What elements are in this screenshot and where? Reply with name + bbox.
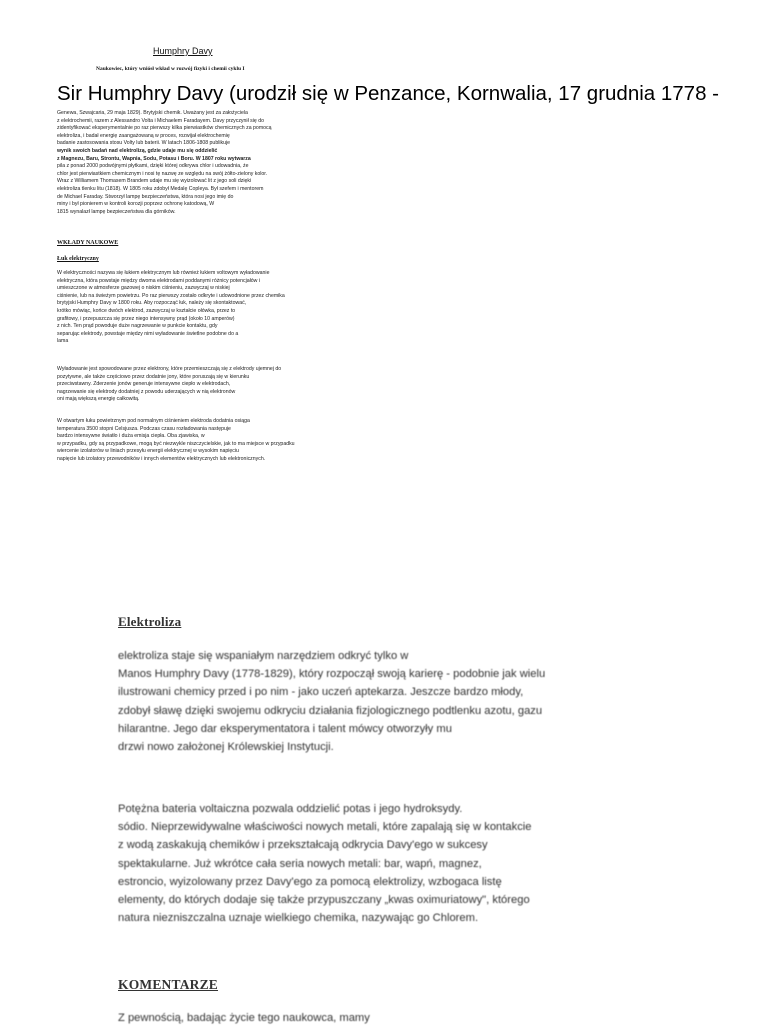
text-line: wynik swoich badań nad elektrolizą, gdzie udaje mu się oddzielić [57,147,218,154]
text-line: brytyjski Humphry Davy w 1800 roku. Aby rozpocząć łuk, należy się skontaktować, [57,300,247,307]
text-line: Manos Humphry Davy (1778-1829), który rozpoczął swoją karierę - podobnie jak wielu [118,668,546,681]
text-line: chlor jest pierwiastkiem chemicznym i nosi tę nazwę ze względu na swój żółto-zielony kolor. [57,170,268,177]
text-line: separując elektrody, powstaje między nimi wyładowanie świetlne podobne do a [57,330,239,337]
text-line: z wodą zaskakują chemików i przekształcają odkrycia Davy'ego w sukcesy [118,839,488,852]
text-line: lama [57,338,69,345]
section-heading-arc: Łuk elektryczny [57,256,99,262]
text-line: napięcie lub izolatory przewodników i innych elementów elektrycznych lub elektronicznych. [57,455,266,462]
text-line: Z pewnością, badając życie tego naukowca, mamy [118,1012,370,1024]
arc-paragraph-3 [57,418,329,464]
text-line: krótko mówiąc, końce dwóch elektrod, zazwyczaj w kształcie ołówka, przez to [57,307,236,314]
text-line: Genewa, Szwajcaria, 29 maja 1829). Brytyjski chemik. Uważany jest za założyciela [57,110,248,116]
text-line: zdobył sławę dzięki swojemu odkryciu działania fizjologicznego podtlenku azotu, gazu [118,704,543,717]
text-line: nagrzewanie się elektrody dodatniej z powodu uderzających w nią elektronów [57,388,236,395]
text-line: natura niezniszczalna uznaje wielkiego chemika, nazywając go Chlorem. [118,912,479,925]
text-line: umieszczone w atmosferze gazowej o niskim ciśnieniu, zazwyczaj w niskiej [57,285,230,292]
text-line: ciśnienie, lub na świeżym powietrzu. Po raz pierwszy zostało odkryte i udowodnione przez chemika [57,292,285,299]
comments-paragraph-1 [118,1009,658,1027]
text-line: badanie zastosowania stosu Volty lub baterii. W latach 1806-1808 publikuje [57,140,231,147]
text-line: temperatura 3500 stopni Celsjusza. Podczas czasu rozładowania następuje [57,425,231,432]
text-line: ilustrowani chemicy przed i po nim - jako uczeń aptekarza. Jeszcze bardzo młody, [118,686,524,699]
text-line: elektroliza tlenku litu (1818). W 1805 roku zdobył Medalę Copleya. Był szefem i mentorem [57,185,264,192]
text-line: drzwi nowo założonej Królewskiej Instytucji. [118,741,334,754]
text-line: W otwartym łuku powietrznym pod normalnym ciśnieniem elektroda dodatnia osiąga [57,418,250,424]
document-title: Humphry Davy [153,46,213,56]
section-heading-electrolysis: Elektroliza [118,614,182,629]
text-line: miny i był pionierem w kontroli korozji poprzez ochronę katodową, W [57,201,215,208]
text-line: 1815 wynalazł lampę bezpieczeństwa dla górników. [57,208,176,215]
arc-paragraph-1 [57,270,329,346]
section-heading-comments: KOMENTARZE [118,977,219,992]
text-line: Wraz z Williamem Thomasem Brandem udaje mu się wyizolować lit z jego soli dzięki [57,178,252,185]
intro-paragraph [57,110,329,216]
headline: Sir Humphry Davy (urodził się w Penzance, Kornwalia, 17 grudnia 1778 - [57,82,720,105]
document-subtitle: Naukowiec, który wniósł wkład w rozwój fizyki i chemii cyklu I [96,66,245,72]
text-line: elektryczna, która powstaje między dwoma elektrodami poddanymi różnicy potencjałów i [57,277,260,284]
text-line: Wyładowanie jest spowodowane przez elektrony, które przemieszczają się z elektrody ujemnej do [57,366,282,372]
text-line: przeciwstawny. Zderzenie jonów generuje intensywne ciepło w elektrodach, [57,381,231,388]
text-line: elektroliza, i badał energię zaangażowaną w proces, rozwijał elektrochemię [57,132,230,139]
text-line: z Magnezu, Baru, Strontu, Wapnia, Sodu, Potasu i Boru. W 1807 roku wytwarza [57,155,251,162]
text-line: pila z ponad 2000 podwójnymi płytkami, dzięki której odkrywa chlor i udowadnia, że [57,163,249,170]
arc-paragraph-2 [57,366,329,404]
text-line: bardzo intensywne światło i duża emisja ciepła. Oba zjawiska, w [57,433,205,440]
text-line: W elektryczności nazywa się łukiem elektrycznym lub również łukiem voltowym wyładowanie [57,270,270,276]
text-line: pozytywne, ale także częściowo przez dodatnie jony, które poruszają się w kierunku [57,373,250,380]
text-line: hilarantne. Jego dar eksperymentatora i talent mówcy otworzyły mu [118,722,452,735]
text-line: spektakularne. Już wkrótce cała seria nowych metali: bar, wapń, magnez, [118,857,482,870]
text-line: zidentyfikować eksperymentalnie po raz pierwszy kilka pierwiastków chemicznych za pomocą [57,125,272,132]
text-line: estroncio, wyizolowany przez Davy'ego za pomocą elektrolizy, wzbogaca listę [118,875,502,888]
text-line: sódio. Nieprzewidywalne właściwości nowych metali, które zapalają się w kontakcie [118,821,532,834]
text-line: oni mają większą energię całkowitą. [57,396,140,403]
text-line: wiercenie izolatorów w liniach przesyłu energii elektrycznej w wysokim napięciu [57,448,239,455]
text-line: z nich. Ten prąd powoduje duże nagrzewanie w punkcie kontaktu, gdy [57,323,218,330]
electrolysis-paragraph-1 [118,647,658,756]
text-line: elektroliza staje się wspaniałym narzędziem odkryć tylko w [118,650,409,662]
section-heading-contributions: WKŁADY NAUKOWE [57,240,119,246]
text-line: de Michael Faraday. Stworzył lampę bezpieczeństwa, która nosi jego imię do [57,193,234,200]
text-line: elementy, do których dodaje się także przypuszczany „kwas oximuriatowy", którego [118,894,530,907]
text-line: z elektrochemii, razem z Alessandro Volta i Michaelem Faradayem. Davy przyczynił się do [57,117,265,124]
electrolysis-paragraph-2 [118,800,658,927]
text-line: Potężna bateria voltaiczna pozwala oddzielić potas i jego hydroksydy. [118,803,463,815]
text-line: w przypadku, gdy są przypadkowe, mogą być niezwykle niszczycielskie, jak to ma miejsce w przypadku [57,440,295,447]
text-line: grafitowy, i przepuszcza się przez niego intensywny prąd (około 10 amperów) [57,315,235,322]
